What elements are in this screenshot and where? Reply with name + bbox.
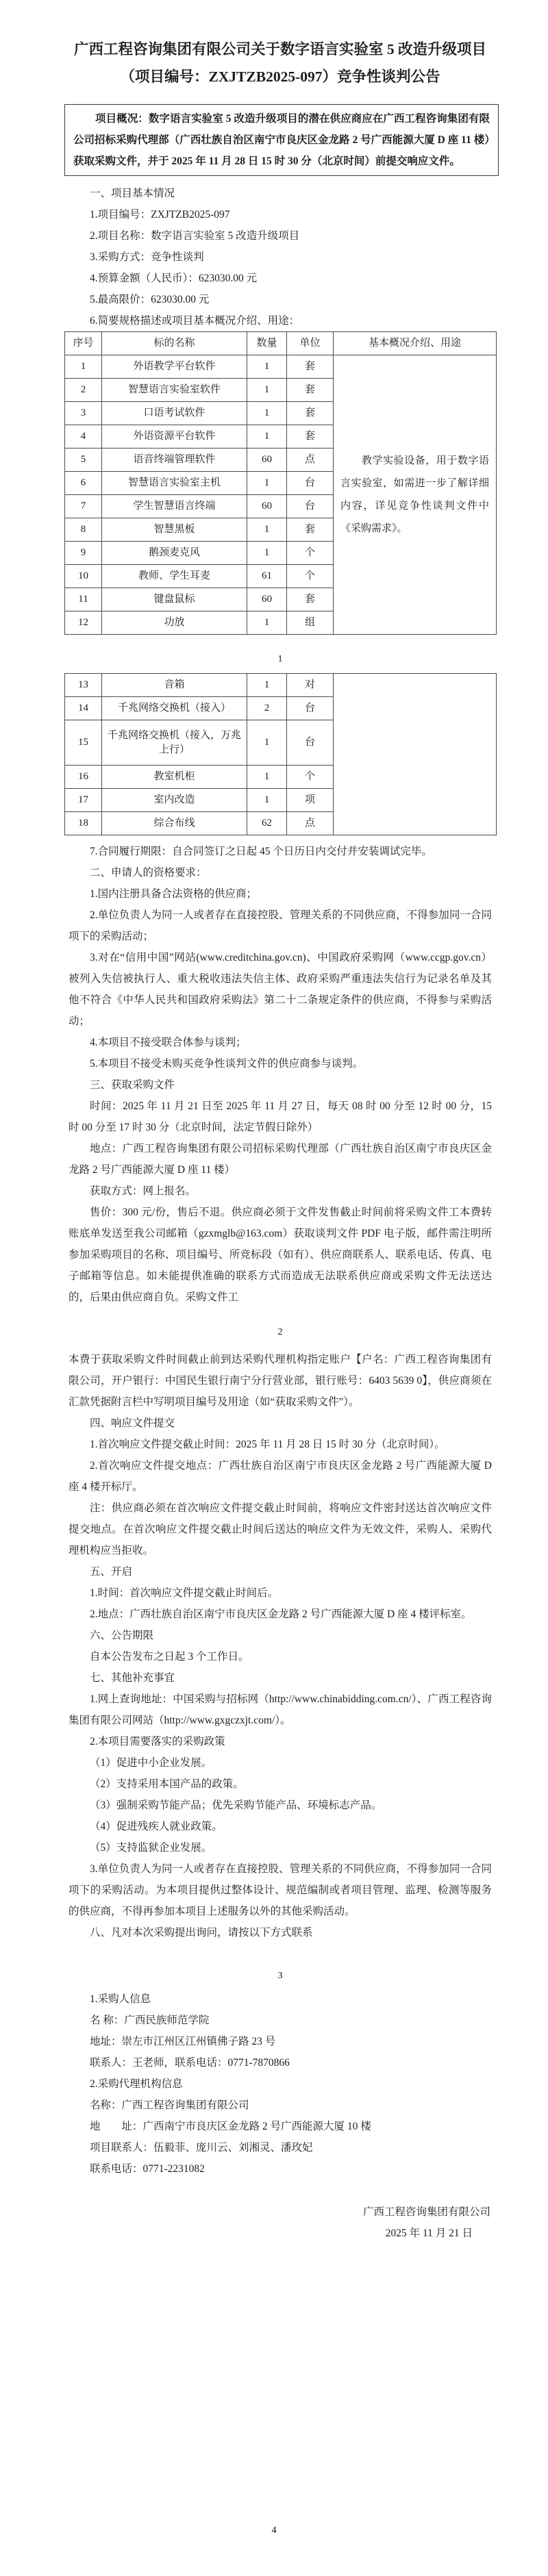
agency-heading: 2.采购代理机构信息 (90, 2078, 183, 2090)
cell-no: 14 (65, 697, 102, 720)
cell-no: 3 (65, 402, 102, 425)
spec-intro-label: 6.简要规格描述或项目基本概况介绍、用途： (90, 315, 300, 327)
cell-qty: 1 (247, 674, 287, 697)
cell-unit: 套 (287, 425, 334, 449)
cell-qty: 1 (247, 402, 287, 425)
table-header-row (65, 332, 497, 355)
contract-period: 7.合同履行期限：自合同签订之日起 45 个日历日内交付并安装调试完毕。 (90, 846, 432, 857)
cell-qty: 60 (247, 588, 287, 611)
cell-qty: 1 (247, 789, 287, 812)
cell-no: 7 (65, 495, 102, 518)
items-table (64, 331, 497, 635)
cell-unit: 台 (287, 720, 334, 766)
cell-qty: 1 (247, 355, 287, 379)
cell-name: 教室机柜 (102, 766, 247, 789)
col-header-no: 序号 (65, 332, 102, 355)
doc-price-part2: 本费于获取采购文件时间截止前到达采购代理机构指定账户【户名：广西工程咨询集团有限公司，开户银行：中国民生银行南宁分行营业部，银行账号：6403 5639 0】，供应商须在汇款凭据附言栏中写明项目编号及用途（如“获取采购文件”）。 (68, 1354, 492, 1408)
policy-item: （3）强制采购节能产品；优先采购节能产品、环境标志产品。 (90, 1800, 382, 1811)
cell-qty: 1 (247, 518, 287, 542)
title-line-1: 广西工程咨询集团有限公司关于数字语言实验室 5 改造升级项目 (73, 41, 486, 58)
cell-name: 音箱 (102, 674, 247, 697)
cell-unit: 个 (287, 766, 334, 789)
signature-company: 广西工程咨询集团有限公司 (362, 2206, 490, 2218)
cell-no: 5 (65, 449, 102, 472)
title-line-2: （项目编号：ZXJTZB2025-097）竞争性谈判公告 (120, 68, 440, 85)
agency-name: 名称：广西工程咨询集团有限公司 (90, 2099, 249, 2111)
policy-item: （2）支持采用本国产品的政策。 (90, 1778, 244, 1790)
cell-qty: 60 (247, 449, 287, 472)
cell-name: 外语教学平台软件 (102, 355, 247, 379)
policy-item: （5）支持监狱企业发展。 (90, 1842, 212, 1854)
cell-unit: 套 (287, 379, 334, 402)
cell-no: 17 (65, 789, 102, 812)
cell-unit: 台 (287, 472, 334, 495)
cell-name: 语音终端管理软件 (102, 449, 247, 472)
cell-no: 6 (65, 472, 102, 495)
cell-name: 千兆网络交换机（接入，万兆上行） (102, 720, 247, 766)
section4-heading: 四、响应文件提交 (90, 1417, 175, 1429)
agency-phone: 联系电话：0771-2231082 (90, 2163, 205, 2175)
cell-unit: 对 (287, 674, 334, 697)
cell-no: 12 (65, 611, 102, 635)
cell-no: 16 (65, 766, 102, 789)
cell-name: 功放 (102, 611, 247, 635)
qualification-item: 3.对在“信用中国”网站(www.creditchina.gov.cn)、中国政府采购网（www.ccgp.gov.cn）被列入失信被执行人、重大税收违法失信主体、政府采购严重违法失信行为记录名单及其他不符合《中华人民共和国政府采购法》第二十二条规定条件的供应商，不得参与采购活动； (68, 952, 492, 1027)
purchaser-name: 名 称：广西民族师范学院 (90, 2015, 210, 2026)
cell-name: 外语资源平台软件 (102, 425, 247, 449)
cell-qty: 62 (247, 812, 287, 835)
cell-name: 智慧语言实验室软件 (102, 379, 247, 402)
cell-name: 室内改造 (102, 789, 247, 812)
opening-place: 2.地点：广西壮族自治区南宁市良庆区金龙路 2 号广西能源大厦 D 座 4 楼评标室。 (90, 1608, 472, 1620)
cell-unit: 套 (287, 588, 334, 611)
purchaser-heading: 1.采购人信息 (90, 1993, 151, 2005)
project-number: 1.项目编号：ZXJTZB2025-097 (90, 209, 230, 220)
cell-no: 4 (65, 425, 102, 449)
qualification-item: 4.本项目不接受联合体参与谈判； (90, 1037, 247, 1048)
cell-name: 千兆网络交换机（接入） (102, 697, 247, 720)
same-person-rule: 3.单位负责人为同一人或者存在直接控股、管理关系的不同供应商，不得参加同一合同项下的采购活动。为本项目提供过整体设计、规范编制或者项目管理、监理、检测等服务的供应商，不得再参加本项目上述服务以外的其他采购活动。 (68, 1863, 492, 1917)
doc-price-part1: 售价：300 元/份，售后不退。供应商必须于文件发售截止时间前将采购文件工本费转账底单发送至我公司邮箱（gzxmglb@163.com）获取谈判文件 PDF 电子版，邮件需注明所参加采购项目的名称、项目编号、所竞标段（如有）、供应商联系人、联系电话、传真、电子邮箱等信息。如未能提供准确的联系方式而造成无法联系供应商或采购文件无法送达的，后果由供应商自负。采购文件工 (68, 1207, 492, 1303)
cell-qty: 60 (247, 495, 287, 518)
cell-qty: 1 (247, 720, 287, 766)
cell-qty: 1 (247, 611, 287, 635)
page-number-3: 3 (277, 1971, 283, 1981)
cell-unit: 套 (287, 355, 334, 379)
project-name: 2.项目名称：数字语言实验室 5 改造升级项目 (90, 230, 300, 242)
section8-heading: 八、凡对本次采购提出询问，请按以下方式联系 (90, 1927, 313, 1939)
page-number-4: 4 (271, 2525, 277, 2536)
query-urls: 1.网上查询地址：中国采购与招标网（http://www.chinabidding.com.cn/）、广西工程咨询集团有限公司网站（http://www.gxgczxjt.com/）。 (68, 1693, 492, 1726)
cell-unit: 个 (287, 542, 334, 565)
cell-unit: 项 (287, 789, 334, 812)
cell-name: 智慧黑板 (102, 518, 247, 542)
cell-no: 15 (65, 720, 102, 766)
cell-no: 1 (65, 355, 102, 379)
cell-name: 键盘鼠标 (102, 588, 247, 611)
table-row (65, 674, 497, 697)
max-price: 5.最高限价：623030.00 元 (90, 294, 210, 305)
cell-unit: 点 (287, 449, 334, 472)
section7-heading: 七、其他补充事宜 (90, 1672, 175, 1684)
qualification-item: 2.单位负责人为同一人或者存在直接控股、管理关系的不同供应商，不得参加同一合同项下的采购活动； (68, 909, 492, 942)
cell-qty: 61 (247, 565, 287, 588)
col-header-unit: 单位 (287, 332, 334, 355)
purchaser-contact: 联系人：王老师，联系电话：0771-7870866 (90, 2057, 290, 2069)
cell-qty: 1 (247, 542, 287, 565)
cell-no: 8 (65, 518, 102, 542)
submission-note: 注：供应商必须在首次响应文件提交截止时间前，将响应文件密封送达首次响应文件提交地点。在首次响应文件提交截止时间后送达的响应文件为无效文件，采购人、采购代理机构应当拒收。 (68, 1502, 492, 1556)
cell-unit: 套 (287, 518, 334, 542)
cell-unit: 点 (287, 812, 334, 835)
project-overview-text: 项目概况：数字语言实验室 5 改造升级项目的潜在供应商应在广西工程咨询集团有限公司招标采购代理部（广西壮族自治区南宁市良庆区金龙路 2 号广西能源大厦 D 座 11 楼）获取采购文件，并于 2025 年 11 月 28 日 15 时 30 分（北京时间）前提交响应文件。 (73, 113, 490, 167)
agency-contacts: 项目联系人：伍毅菲、庞川云、刘湘灵、潘玫妃 (90, 2142, 313, 2154)
project-overview-box (64, 104, 499, 176)
doc-obtain-time: 时间：2025 年 11 月 21 日至 2025 年 11 月 27 日，每天 08 时 00 分至 12 时 00 分，15 时 00 分至 17 时 30 分（北京时间，法定节假日除外） (68, 1100, 492, 1133)
cell-no: 11 (65, 588, 102, 611)
policy-item: （4）促进残疾人就业政策。 (90, 1821, 223, 1832)
section2-heading: 二、申请人的资格要求： (90, 867, 207, 879)
policy-item: （1）促进中小企业发展。 (90, 1757, 212, 1769)
announcement-period: 自本公告发布之日起 3 个工作日。 (90, 1651, 249, 1663)
cell-no: 2 (65, 379, 102, 402)
cell-name: 学生智慧语言终端 (102, 495, 247, 518)
cell-name: 教师、学生耳麦 (102, 565, 247, 588)
cell-qty: 1 (247, 472, 287, 495)
agency-address: 地 址：广西南宁市良庆区金龙路 2 号广西能源大厦 10 楼 (90, 2121, 371, 2132)
table-note-cell: 教学实验设备，用于数字语言实验室，如需进一步了解详细内容，详见竞争性谈判文件中《采购需求》。 (334, 355, 497, 635)
cell-name: 口语考试软件 (102, 402, 247, 425)
cell-qty: 1 (247, 766, 287, 789)
signature-date: 2025 年 11 月 21 日 (385, 2227, 473, 2239)
cell-name: 智慧语言实验室主机 (102, 472, 247, 495)
section3-heading: 三、获取采购文件 (90, 1079, 175, 1091)
page-number-2: 2 (277, 1327, 283, 1337)
cell-no: 13 (65, 674, 102, 697)
empty-note-cell (334, 674, 497, 835)
cell-no: 18 (65, 812, 102, 835)
submission-deadline: 1.首次响应文件提交截止时间：2025 年 11 月 28 日 15 时 30 分（北京时间）。 (90, 1439, 445, 1450)
document-title (59, 36, 501, 90)
cell-qty: 1 (247, 425, 287, 449)
doc-obtain-place: 地点：广西工程咨询集团有限公司招标采购代理部（广西壮族自治区南宁市良庆区金龙路 2 号广西能源大厦 D 座 11 楼） (68, 1143, 492, 1176)
opening-time: 1.时间：首次响应文件提交截止时间后。 (90, 1587, 279, 1599)
cell-name: 综合布线 (102, 812, 247, 835)
col-header-desc: 基本概况介绍、用途 (334, 332, 497, 355)
col-header-name: 标的名称 (102, 332, 247, 355)
cell-unit: 组 (287, 611, 334, 635)
cell-unit: 台 (287, 697, 334, 720)
submission-place: 2.首次响应文件提交地点：广西壮族自治区南宁市良庆区金龙路 2 号广西能源大厦 D 座 4 楼开标厅。 (68, 1460, 492, 1493)
cell-unit: 套 (287, 402, 334, 425)
table-row (65, 355, 497, 379)
cell-name: 鹅颈麦克风 (102, 542, 247, 565)
section5-heading: 五、开启 (90, 1566, 133, 1578)
page-number-1: 1 (277, 654, 283, 664)
doc-obtain-method: 获取方式：网上报名。 (90, 1185, 197, 1197)
section6-heading: 六、公告期限 (90, 1630, 154, 1641)
cell-qty: 1 (247, 379, 287, 402)
qualification-item: 5.本项目不接受未购买竞争性谈判文件的供应商参与谈判。 (90, 1058, 364, 1070)
cell-unit: 台 (287, 495, 334, 518)
qualification-item: 1.国内注册具备合法资格的供应商； (90, 888, 258, 900)
policy-heading: 2.本项目需要落实的采购政策 (90, 1736, 225, 1747)
col-header-qty: 数量 (247, 332, 287, 355)
purchaser-address: 地址：崇左市江州区江州镇佛子路 23 号 (90, 2036, 276, 2047)
procurement-method: 3.采购方式：竞争性谈判 (90, 251, 204, 263)
cell-no: 9 (65, 542, 102, 565)
cell-unit: 个 (287, 565, 334, 588)
cell-qty: 2 (247, 697, 287, 720)
items-table-continued (64, 673, 497, 835)
cell-no: 10 (65, 565, 102, 588)
section1-heading: 一、项目基本情况 (90, 188, 175, 199)
budget-amount: 4.预算金额（人民币）：623030.00 元 (90, 273, 258, 284)
